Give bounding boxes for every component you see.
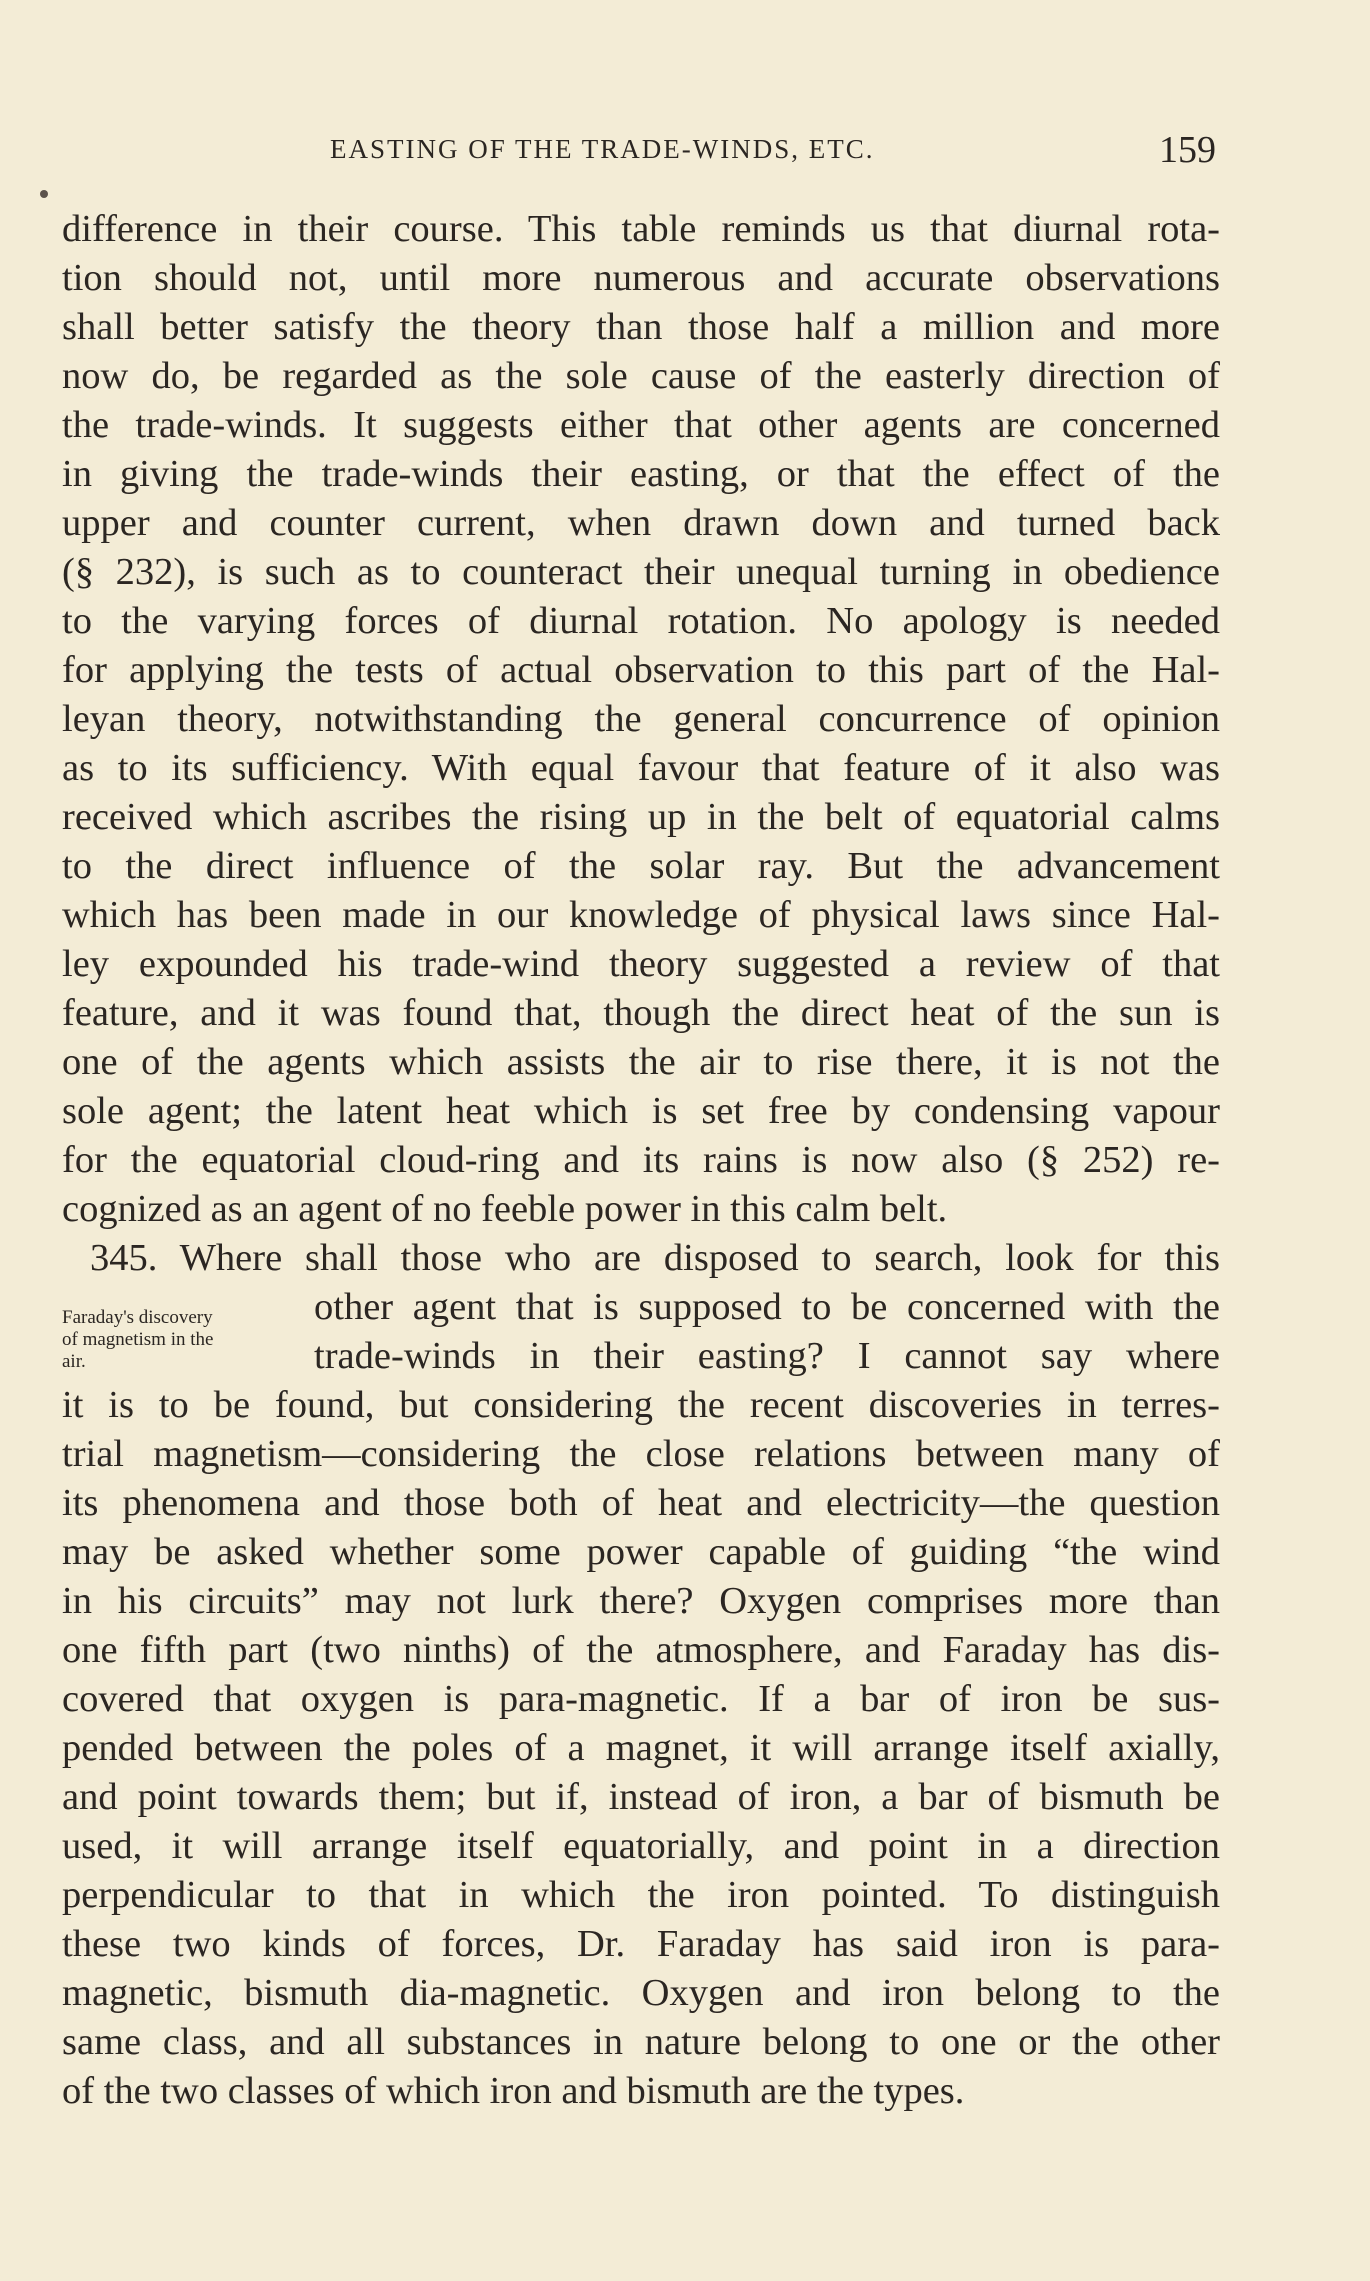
running-head: EASTING OF THE TRADE-WINDS, ETC.: [330, 134, 875, 164]
text-line: one of the agents which assists the air to rise there, it is not the: [62, 1041, 1220, 1083]
text-line: may be asked whether some power capable of guiding “the wind: [62, 1531, 1220, 1573]
text-line: magnetic, bismuth dia-magnetic. Oxygen and iron belong to the: [62, 1972, 1220, 2014]
margin-note-line: of magnetism in the: [62, 1329, 214, 1350]
margin-note-line: air.: [62, 1351, 86, 1372]
paragraph-start-line: 345. Where shall those who are disposed to search, look for this: [90, 1237, 1220, 1279]
body-text: [62, 205, 1220, 2116]
text-line: tion should not, until more numerous and accurate observations: [62, 257, 1220, 299]
text-line: feature, and it was found that, though the direct heat of the sun is: [62, 992, 1220, 1034]
text-line: received which ascribes the rising up in the belt of equatorial calms: [62, 796, 1220, 838]
text-line: trial magnetism—considering the close relations between many of: [62, 1433, 1220, 1475]
text-line: these two kinds of forces, Dr. Faraday has said iron is para-: [62, 1923, 1220, 1965]
text-line: (§ 232), is such as to counteract their unequal turning in obedience: [62, 551, 1220, 593]
text-line: which has been made in our knowledge of physical laws since Hal-: [62, 894, 1220, 936]
text-line: covered that oxygen is para-magnetic. If a bar of iron be sus-: [62, 1678, 1220, 1720]
text-line: the trade-winds. It suggests either that other agents are concerned: [62, 404, 1220, 446]
text-line: for applying the tests of actual observation to this part of the Hal-: [62, 649, 1220, 691]
text-line: used, it will arrange itself equatorially, and point in a direction: [62, 1825, 1220, 1867]
text-line: and point towards them; but if, instead of iron, a bar of bismuth be: [62, 1776, 1220, 1818]
text-line: its phenomena and those both of heat and electricity—the question: [62, 1482, 1220, 1524]
text-line: leyan theory, notwithstanding the general concurrence of opinion: [62, 698, 1220, 740]
text-line: in giving the trade-winds their easting, or that the effect of the: [62, 453, 1220, 495]
text-line: difference in their course. This table reminds us that diurnal rota-: [62, 208, 1220, 250]
page-header: [330, 128, 1216, 178]
text-line: pended between the poles of a magnet, it will arrange itself axially,: [62, 1727, 1220, 1769]
text-line: as to its sufficiency. With equal favour that feature of it also was: [62, 747, 1220, 789]
text-line: sole agent; the latent heat which is set free by condensing vapour: [62, 1090, 1220, 1132]
text-line: to the varying forces of diurnal rotation. No apology is needed: [62, 600, 1220, 642]
text-line: now do, be regarded as the sole cause of the easterly direction of: [62, 355, 1220, 397]
text-line: trade-winds in their easting? I cannot say where: [314, 1335, 1220, 1377]
text-line: same class, and all substances in nature belong to one or the other: [62, 2021, 1220, 2063]
text-line: other agent that is supposed to be concerned with the: [314, 1286, 1220, 1328]
text-line: of the two classes of which iron and bismuth are the types.: [62, 2070, 965, 2112]
text-line: ley expounded his trade-wind theory suggested a review of that: [62, 943, 1220, 985]
text-line: perpendicular to that in which the iron pointed. To distinguish: [62, 1874, 1220, 1916]
text-line: one fifth part (two ninths) of the atmosphere, and Faraday has dis-: [62, 1629, 1220, 1671]
text-line: to the direct influence of the solar ray. But the advancement: [62, 845, 1220, 887]
text-line: cognized as an agent of no feeble power in this calm belt.: [62, 1188, 948, 1230]
page-number: 159: [1159, 129, 1216, 171]
text-line: upper and counter current, when drawn down and turned back: [62, 502, 1220, 544]
text-line: in his circuits” may not lurk there? Oxygen comprises more than: [62, 1580, 1220, 1622]
text-line: shall better satisfy the theory than those half a million and more: [62, 306, 1220, 348]
text-line: for the equatorial cloud-ring and its rains is now also (§ 252) re-: [62, 1139, 1220, 1181]
ink-speck: [40, 190, 48, 198]
margin-note-line: Faraday's discovery: [62, 1307, 213, 1328]
text-line: it is to be found, but considering the recent discoveries in terres-: [62, 1384, 1220, 1426]
